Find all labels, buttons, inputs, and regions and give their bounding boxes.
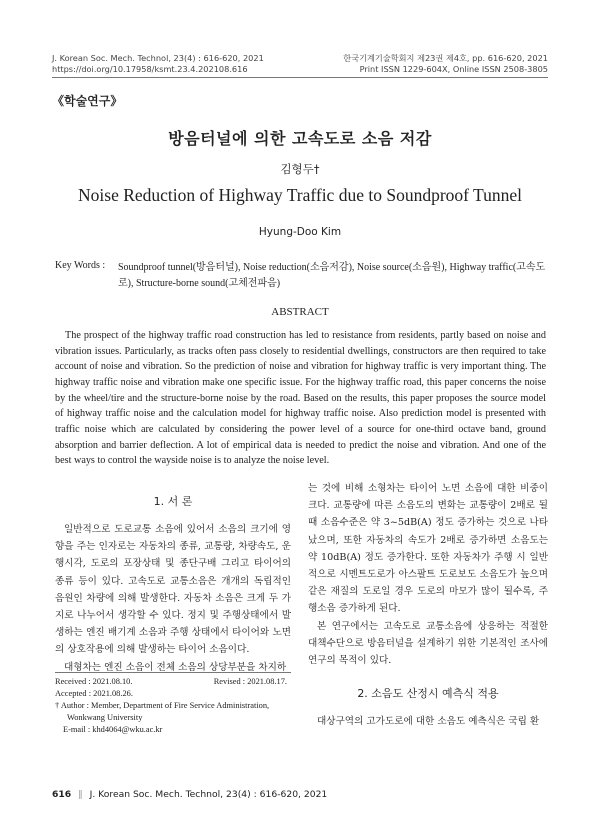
page-number: 616 [52,789,72,800]
keywords-text: Soundproof tunnel(방음터널), Noise reduction(소음저감), Noise source(소음원), Highway traffic(고속도로), Structure-borne sound(고체전파음) [118,262,546,289]
revised-date: Revised : 2021.08.17. [213,677,287,686]
author-korean: 김형두† [280,162,320,176]
paragraph: 는 것에 비해 소형차는 타이어 노면 소음에 대한 비중이 크다. 교통량에 따른 소음도의 변화는 교통량이 2배로 될 때 소음수준은 약 3~5dB(A) 정도 증가하는 것으로 나타났으며, 또한 자동차의 속도가 2배로 증가하면 소음도는 약 10dB(A) 정도 증가한다. 또한 자동차가 주행 시 일반적으로 시멘트도로가 아스팔트 도로보도 소음도가 높으며 같은 재질의 도로일 경우 도로의 마모가 많이 될수록, 주행소음 증가하게 된다. [308,483,548,615]
footer-citation: J. Korean Soc. Mech. Technol, 23(4) : 616-620, 2021 [89,789,328,800]
paragraph: 대상구역의 고가도로에 대한 소음도 예측식은 국립 환 [317,716,540,728]
paragraph: 일반적으로 도로교통 소음에 있어서 소음의 크기에 영향을 주는 인자로는 자동차의 종류, 교통량, 차량속도, 운행시각, 도로의 포장상태 및 종단구배 그리고 타이어의 종류 등이 있다. 고속도로 교통소음은 개개의 독립적인 음원인 차량에 의해 발생한다. 자동차 소음은 크게 두 가지로 나누어서 생각할 수 있다. 정지 및 주행상태에서 발생하는 엔진 배기계 소음과 주행 상태에서 타이어와 노면의 상호작용에 의해 발생하는 타이어 소음이다. [55,524,291,656]
page-footer [52,789,327,800]
author-affiliation: † Author : Member, Department of Fire Service Administration, [55,701,270,710]
title-korean: 방음터널에 의한 고속도로 소음 저감 [168,129,432,148]
right-column [308,480,548,730]
accepted-date: Accepted : 2021.08.26. [55,689,133,698]
section-heading-prediction: 2. 소음도 산정시 예측식 적용 [357,687,499,701]
journal-citation-ko: 한국기계기술학회지 제23권 제4호, pp. 616-620, 2021 [343,53,548,63]
author-english: Hyung-Doo Kim [258,226,342,238]
doi-link[interactable]: https://doi.org/10.17958/ksmt.23.4.202108.616 [52,64,248,74]
left-column [55,493,291,676]
paragraph: 대형차는 엔진 소음이 전체 소음의 상당부분을 차지하 [64,661,287,673]
author-email[interactable]: E-mail : khd4064@wku.ac.kr [63,725,163,734]
footnote-divider [55,672,291,673]
paragraph: 본 연구에서는 고속도로 교통소음에 상응하는 적절한 대책수단으로 방음터널을 설계하기 위한 기본적인 조사에 연구의 목적이 있다. [308,620,548,667]
footnote [55,676,291,736]
section-heading-introduction: 1. 서 론 [153,495,193,508]
issn-line: Print ISSN 1229-604X, Online ISSN 2508-3805 [359,64,548,74]
article-category: 《학술연구》 [52,94,123,108]
abstract-body: The prospect of the highway traffic road construction has led to resistance from residents, partly based on noise and vibration issues. Particularly, as tracks often pass closely to residential dwellings, constructors are then required to take account of noise and vibration. So the prediction of noise and vibration for highway traffic is very important thing. The highway traffic noise and vibration make one specific issue. For the highway traffic road, this paper concerns the noise by the wheel/tire and the structure-borne noise by the road. Based on the results, this paper proposes the source model of highway traffic noise and the calculation model for highway traffic noise. Also prediction model is presented with traffic noise which are calculated by considering the power level of a source for one-third octave band, ground absorption and barrier deflection. A lot of empirical data is needed to predict the noise and vibration. And one of the best ways to control the wayside noise is to analyze the noise level. [55,330,546,467]
running-header-left [52,53,264,75]
abstract-heading: ABSTRACT [271,306,329,318]
header-divider [52,77,548,78]
title-english: Noise Reduction of Highway Traffic due to Soundproof Tunnel [78,185,522,205]
running-header-right [343,53,548,75]
footer-separator: ‖ [78,789,83,800]
received-date: Received : 2021.08.10. [55,677,133,686]
author-affiliation-cont: Wonkwang University [67,713,143,722]
keywords-label: Key Words : [55,260,106,271]
journal-citation: J. Korean Soc. Mech. Technol, 23(4) : 616-620, 2021 [52,53,264,63]
